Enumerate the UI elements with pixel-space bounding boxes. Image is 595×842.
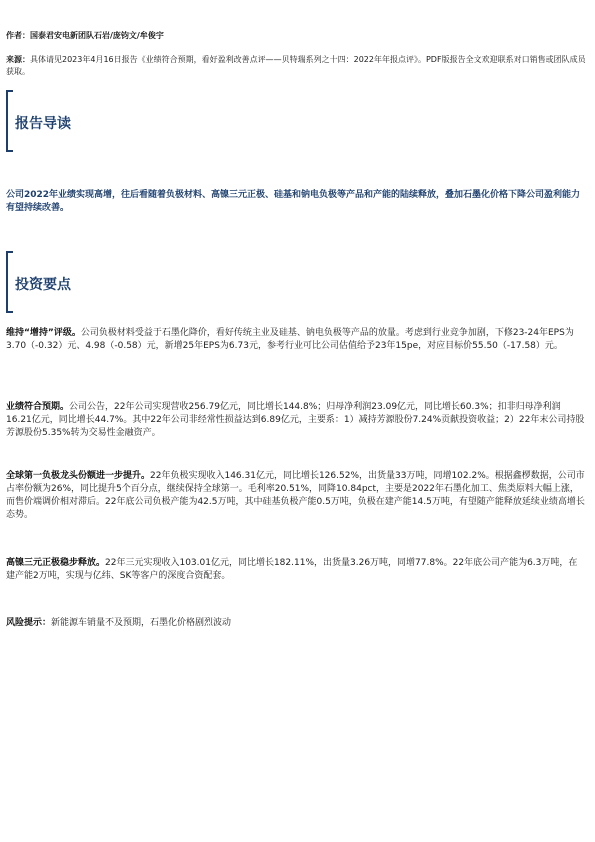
point-lead: 全球第一负极龙头份额进一步提升。 xyxy=(6,471,151,481)
author-names: 国泰君安电新团队石岩/庞钧文/牟俊宇 xyxy=(30,31,164,40)
report-summary: 公司2022年业绩实现高增，往后看随着负极材料、高镍三元正极、硅基和钠电负极等产品和产能的陆续释放，叠加石墨化价格下降公司盈利能力有望持续改善。 xyxy=(6,190,581,213)
point-text: 22年三元实现收入103.01亿元，同比增长182.11%，出货量3.26万吨，同增77.8%。22年底公司产能为6.3万吨，在建产能2万吨，实现与亿纬、SK等客户的深度合资配套。 xyxy=(6,558,578,581)
point-text: 公司负极材料受益于石墨化降价，看好传统主业及硅基、钠电负极等产品的放量。考虑到行业竞争加剧，下修23-24年EPS为3.70（-0.32）元、4.98（-0.58）元，新增25年EPS为6.73元，参考行业可比公司估值给予23年15pe，对应目标价55.50（-17.58）元。 xyxy=(6,328,574,351)
section-bracket xyxy=(6,251,13,313)
source-text: 具体请见2023年4月16日报告《业绩符合预期，看好盈利改善点评——贝特瑞系列之十四：2022年年报点评》。PDF版报告全文欢迎联系对口销售或团队成员获取。 xyxy=(6,55,586,76)
author-line xyxy=(6,30,164,42)
point-lead: 维持“增持”评级。 xyxy=(6,328,81,338)
point-anode-leader xyxy=(6,470,586,522)
source-line xyxy=(6,54,586,78)
point-lead: 风险提示： xyxy=(6,618,52,628)
section-investment-points xyxy=(6,251,206,313)
source-label: 来源： xyxy=(6,55,30,64)
point-risk xyxy=(6,617,586,630)
author-label: 作者： xyxy=(6,31,30,40)
point-text: 公司公告，22年公司实现营收256.79亿元，同比增长144.8%；归母净利润23.09亿元，同比增长60.3%；扣非归母净利润16.21亿元，同比增长44.7%。其中22年公司非经常性损益达到6.89亿元，主要系：1）减持芳源股份7.24%贡献投资收益；2）22年末公司持股芳源股份5.35%转为交易性金融资产。 xyxy=(6,402,585,438)
section-bracket xyxy=(6,90,13,152)
section-report-guide xyxy=(6,90,206,152)
point-lead: 业绩符合预期。 xyxy=(6,402,70,412)
point-rating xyxy=(6,327,586,353)
point-cathode xyxy=(6,557,586,583)
section-title-invest: 投资要点 xyxy=(15,277,71,293)
point-results xyxy=(6,401,586,440)
point-text: 新能源车销量不及预期，石墨化价格剧烈波动 xyxy=(51,618,232,628)
point-lead: 高镍三元正极稳步释放。 xyxy=(6,558,106,568)
point-text: 22年负极实现收入146.31亿元，同比增长126.52%，出货量33万吨，同增102.2%。根据鑫椤数据，公司市占率份额为26%，同比提升5个百分点，继续保持全球第一。毛利率20.51%，同降10.84pct，主要是2022年石墨化加工、焦类原料大幅上涨，而售价端调价相对滞后。22年底公司负极产能为42.5万吨，其中硅基负极产能0.5万吨，负极在建产能14.5万吨，有望随产能释放延续业绩高增长态势。 xyxy=(6,471,585,520)
section-title-guide: 报告导读 xyxy=(15,116,71,132)
